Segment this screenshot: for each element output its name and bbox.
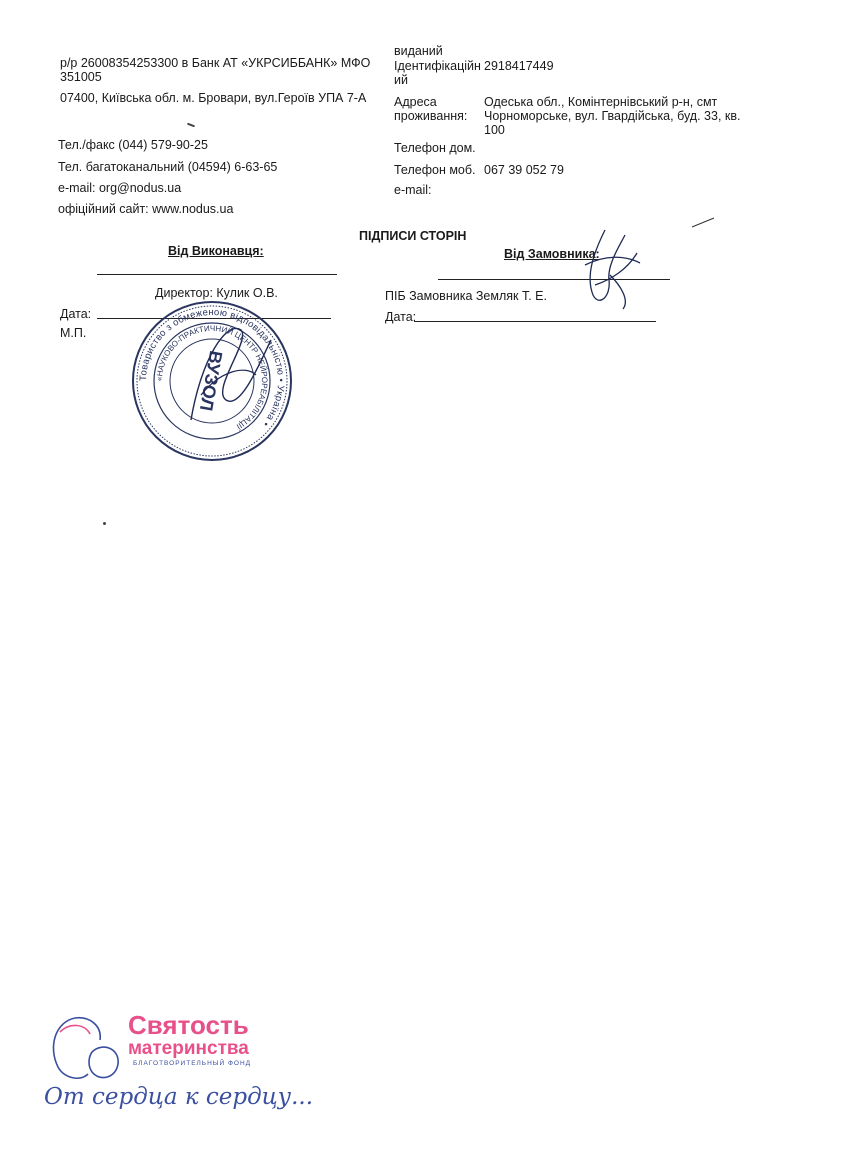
executor-signature-line	[97, 274, 337, 275]
customer-address-value-2: Чорноморське, вул. Гвардійська, буд. 33, кв.	[484, 109, 741, 123]
executor-phone-fax: Тел./факс (044) 579-90-25	[58, 138, 208, 152]
company-stamp	[131, 300, 293, 462]
customer-phone-mobile-label: Телефон моб.	[394, 163, 476, 177]
foundation-logo	[40, 1010, 314, 1127]
logo-slogan: От сердца к сердцу...	[44, 1084, 314, 1110]
signatures-heading: ПІДПИСИ СТОРІН	[359, 229, 467, 243]
executor-director: Директор: Кулик О.В.	[155, 286, 278, 300]
scan-speck	[103, 522, 106, 525]
customer-email-label: e-mail:	[394, 183, 432, 197]
customer-address-value-1: Одеська обл., Комінтернівський р-н, смт	[484, 95, 718, 109]
customer-address-value-3: 100	[484, 123, 505, 137]
stamp-center-text: ВУЗОЛ	[195, 349, 227, 413]
stamp-inner-ring-text: «НАУКОВО-ПРАКТИЧНИЙ ЦЕНТР НЕЙРОРЕАБІЛІТАЦІЇ	[154, 323, 270, 431]
executor-mp-label: М.П.	[60, 326, 87, 340]
executor-date-label: Дата:	[60, 307, 92, 321]
scan-speck	[187, 123, 195, 128]
customer-id-value: 2918417449	[484, 59, 554, 73]
executor-address: 07400, Київська обл. м. Бровари, вул.Героїв УПА 7-А	[60, 91, 367, 105]
logo-line2: материнства	[128, 1038, 249, 1059]
executor-website: офіційний сайт: www.nodus.ua	[58, 202, 234, 216]
executor-signature-heading: Від Виконавця:	[168, 244, 264, 258]
executor-phone-multi: Тел. багатоканальний (04594) 6-63-65	[58, 160, 278, 174]
customer-address-label-1: Адреса	[394, 95, 437, 109]
mother-child-icon	[40, 1012, 135, 1092]
executor-bank-line1: р/р 26008354253300 в Банк АТ «УКРСИББАНК» МФО	[60, 56, 371, 70]
logo-line3: БЛАГОТВОРИТЕЛЬНЫЙ ФОНД	[133, 1060, 252, 1067]
executor-bank-line2: 351005	[60, 70, 102, 84]
customer-phone-home-label: Телефон дом.	[394, 141, 476, 155]
logo-line1: Святость	[128, 1010, 249, 1040]
customer-date-label: Дата:	[385, 310, 417, 324]
customer-issued-label: виданий	[394, 44, 443, 58]
customer-id-label-2: ий	[394, 73, 408, 87]
pen-mark	[690, 215, 716, 227]
customer-signature	[565, 225, 655, 315]
stamp-ring-text: Товариство з обмеженою відповідальністю • Україна •	[137, 306, 287, 429]
customer-signature-heading: Від Замовника:	[504, 247, 600, 261]
customer-name: ПІБ Замовника Земляк Т. Е.	[385, 289, 547, 303]
customer-phone-mobile-value: 067 39 052 79	[484, 163, 564, 177]
customer-date-line	[414, 321, 656, 322]
executor-email: e-mail: org@nodus.ua	[58, 181, 182, 195]
customer-address-label-2: проживання:	[394, 109, 468, 123]
customer-id-label-1: Ідентифікаційн	[394, 59, 481, 73]
